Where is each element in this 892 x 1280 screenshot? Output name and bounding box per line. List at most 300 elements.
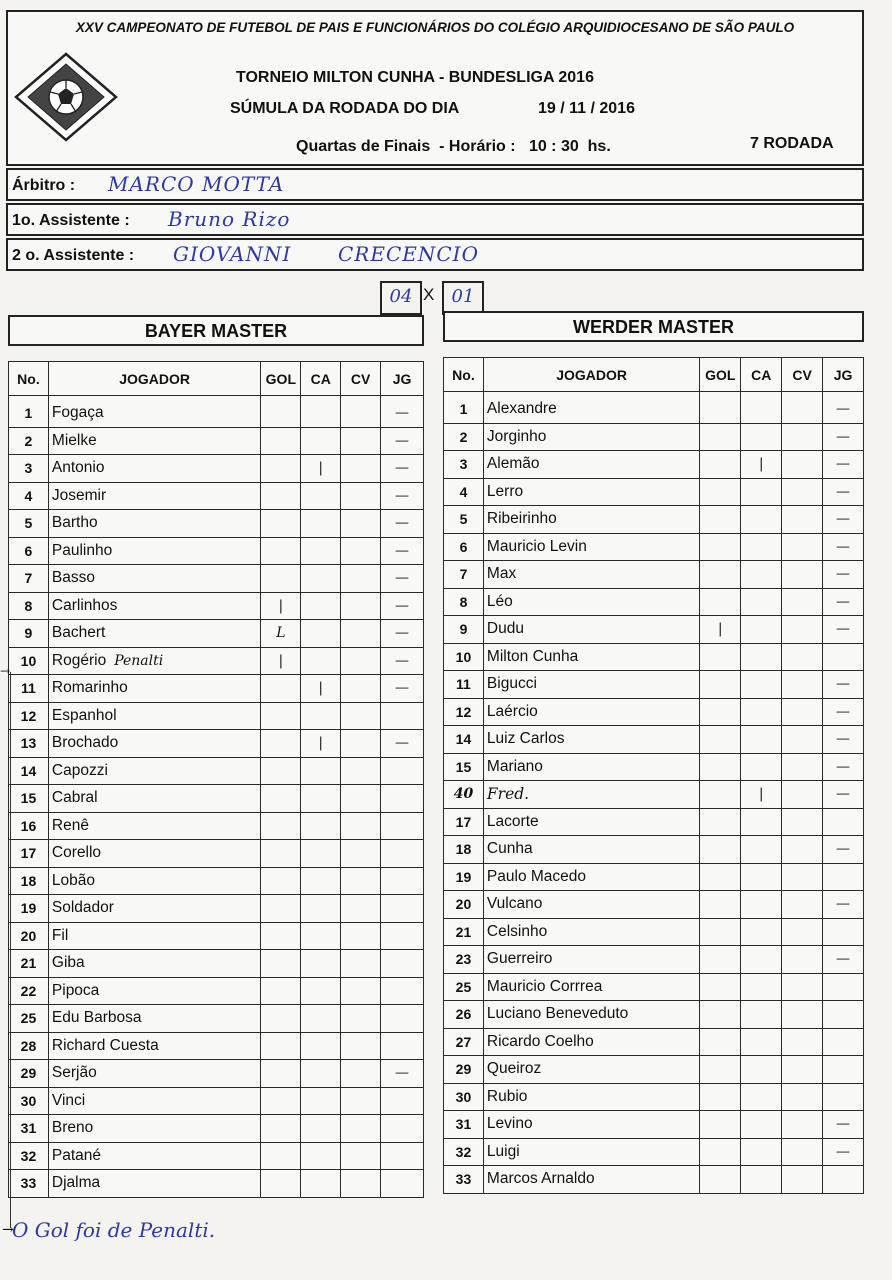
col-cv: CV — [782, 358, 823, 392]
player-number: 25 — [444, 973, 484, 1001]
red-card-mark — [782, 1138, 823, 1166]
player-name-cell — [48, 510, 260, 538]
player-number: 14 — [444, 726, 484, 754]
goal-mark — [700, 392, 741, 424]
round-label: 7 RODADA — [750, 135, 834, 152]
red-card-mark — [341, 1005, 381, 1033]
player-name-cell — [483, 588, 699, 616]
player-name-cell — [483, 533, 699, 561]
player-name-cell — [483, 891, 699, 919]
yellow-card-mark — [741, 533, 782, 561]
player-name-cell — [48, 812, 260, 840]
goal-mark — [261, 427, 301, 455]
player-row — [9, 977, 424, 1005]
player-row — [444, 918, 864, 946]
goal-mark — [261, 757, 301, 785]
player-name-cell — [48, 1060, 260, 1088]
player-number: 29 — [9, 1060, 49, 1088]
yellow-card-mark — [741, 1166, 782, 1194]
player-name: Bigucci — [486, 675, 537, 693]
goal-mark — [700, 836, 741, 864]
player-name-cell — [48, 482, 260, 510]
played-mark — [381, 785, 424, 813]
goal-mark — [700, 1001, 741, 1029]
player-row — [9, 647, 424, 675]
player-name: Luciano Beneveduto — [486, 1005, 629, 1023]
goal-mark: | — [261, 592, 301, 620]
player-name: Capozzi — [51, 761, 108, 779]
player-number: 19 — [444, 863, 484, 891]
goal-mark — [261, 510, 301, 538]
goal-mark — [700, 561, 741, 589]
played-mark: — — [381, 1060, 424, 1088]
played-mark: — — [823, 533, 864, 561]
player-name-cell — [48, 702, 260, 730]
played-mark — [381, 1087, 424, 1115]
player-row — [9, 757, 424, 785]
goal-mark — [261, 1115, 301, 1143]
goal-mark — [261, 455, 301, 483]
player-name: Serjão — [51, 1064, 97, 1082]
match-date: 19 / 11 / 2016 — [538, 100, 635, 117]
col-jg: JG — [381, 362, 424, 396]
goal-mark — [700, 946, 741, 974]
goal-mark — [700, 478, 741, 506]
player-row — [9, 455, 424, 483]
player-number: 18 — [9, 867, 49, 895]
played-mark: — — [823, 616, 864, 644]
player-number: 31 — [444, 1111, 484, 1139]
player-name: Alemão — [486, 455, 540, 473]
player-name-cell — [48, 1170, 260, 1198]
col-cv: CV — [341, 362, 381, 396]
yellow-card-mark — [301, 840, 341, 868]
player-number: 29 — [444, 1056, 484, 1084]
player-row — [444, 836, 864, 864]
player-name: Marcos Arnaldo — [486, 1170, 595, 1188]
red-card-mark — [782, 643, 823, 671]
player-row — [9, 565, 424, 593]
home-team-name: BAYER MASTER — [8, 315, 424, 346]
yellow-card-mark — [741, 753, 782, 781]
red-card-mark — [782, 533, 823, 561]
goal-mark — [700, 781, 741, 809]
player-name: Ribeirinho — [486, 510, 557, 528]
yellow-card-mark — [301, 812, 341, 840]
played-mark: — — [381, 565, 424, 593]
player-name-cell — [48, 455, 260, 483]
player-number: 17 — [9, 840, 49, 868]
red-card-mark — [341, 757, 381, 785]
red-card-mark — [341, 482, 381, 510]
played-mark — [823, 1166, 864, 1194]
goal-mark: L — [261, 620, 301, 648]
player-name-cell — [483, 863, 699, 891]
player-number: 28 — [9, 1032, 49, 1060]
player-number: 6 — [444, 533, 484, 561]
player-name: Luiz Carlos — [486, 730, 565, 748]
played-mark — [823, 1001, 864, 1029]
red-card-mark — [341, 950, 381, 978]
player-name-cell — [48, 895, 260, 923]
played-mark — [381, 867, 424, 895]
red-card-mark — [782, 891, 823, 919]
player-name-cell — [483, 451, 699, 479]
played-mark: — — [381, 510, 424, 538]
played-mark: — — [381, 730, 424, 758]
player-name-cell — [48, 840, 260, 868]
player-name: Lobão — [51, 871, 96, 889]
player-number: 5 — [444, 506, 484, 534]
player-name: Breno — [51, 1119, 94, 1137]
played-mark — [823, 973, 864, 1001]
player-number: 31 — [9, 1115, 49, 1143]
yellow-card-mark — [301, 977, 341, 1005]
player-name: Luigi — [486, 1142, 520, 1160]
yellow-card-mark — [301, 702, 341, 730]
player-name-cell — [483, 1028, 699, 1056]
goal-mark — [700, 1138, 741, 1166]
referee-name: MARCO MOTTA — [108, 172, 285, 196]
red-card-mark — [341, 396, 381, 428]
player-name-cell — [48, 1115, 260, 1143]
referee-label: Árbitro : — [12, 177, 76, 194]
home-roster-table — [8, 361, 424, 1198]
player-number: 15 — [444, 753, 484, 781]
red-card-mark — [341, 592, 381, 620]
player-row — [444, 726, 864, 754]
player-name-cell — [48, 977, 260, 1005]
player-name-cell — [483, 1056, 699, 1084]
red-card-mark — [782, 1001, 823, 1029]
player-row — [9, 510, 424, 538]
col-gol: GOL — [700, 358, 741, 392]
player-name-cell — [483, 478, 699, 506]
played-mark: — — [823, 423, 864, 451]
assistant2-surname: CRECENCIO — [338, 242, 479, 266]
yellow-card-mark — [301, 647, 341, 675]
player-number: 30 — [444, 1083, 484, 1111]
red-card-mark — [341, 565, 381, 593]
red-card-mark — [782, 863, 823, 891]
yellow-card-mark — [741, 643, 782, 671]
player-name: Brochado — [51, 734, 119, 752]
yellow-card-mark — [741, 836, 782, 864]
player-number: 18 — [444, 836, 484, 864]
played-mark: — — [823, 588, 864, 616]
played-mark: — — [381, 592, 424, 620]
player-row — [9, 867, 424, 895]
player-number: 8 — [444, 588, 484, 616]
goal-mark — [700, 863, 741, 891]
yellow-card-mark: | — [301, 730, 341, 758]
player-name: Pipoca — [51, 981, 100, 999]
yellow-card-mark — [301, 950, 341, 978]
red-card-mark — [782, 808, 823, 836]
goal-mark — [261, 922, 301, 950]
player-row — [9, 702, 424, 730]
player-row — [9, 1115, 424, 1143]
goal-mark — [261, 1170, 301, 1198]
red-card-mark — [341, 675, 381, 703]
goal-mark — [261, 867, 301, 895]
player-row — [444, 506, 864, 534]
player-name-cell — [483, 561, 699, 589]
played-mark — [381, 922, 424, 950]
red-card-mark — [341, 867, 381, 895]
player-note: Penalti — [114, 652, 164, 669]
yellow-card-mark — [301, 510, 341, 538]
goal-mark — [261, 950, 301, 978]
played-mark: — — [381, 537, 424, 565]
player-row — [9, 812, 424, 840]
played-mark: — — [823, 451, 864, 479]
player-name-cell — [48, 537, 260, 565]
goal-mark — [261, 785, 301, 813]
played-mark — [381, 950, 424, 978]
yellow-card-mark — [741, 588, 782, 616]
red-card-mark — [782, 726, 823, 754]
yellow-card-mark — [741, 506, 782, 534]
player-number: 11 — [444, 671, 484, 699]
assistant1-label: 1o. Assistente : — [12, 212, 130, 229]
player-number: 15 — [9, 785, 49, 813]
player-number: 40 — [444, 781, 484, 809]
yellow-card-mark — [301, 427, 341, 455]
goal-mark — [700, 1028, 741, 1056]
col-ca: CA — [741, 358, 782, 392]
red-card-mark — [341, 1087, 381, 1115]
played-mark — [823, 863, 864, 891]
played-mark — [381, 840, 424, 868]
assistant1-name: Bruno Rizo — [168, 207, 291, 231]
player-name-cell — [483, 726, 699, 754]
margin-arrow-bottom: → — [2, 1222, 14, 1238]
red-card-mark — [341, 895, 381, 923]
played-mark — [823, 643, 864, 671]
home-score: 04 — [380, 281, 422, 315]
player-row — [9, 1032, 424, 1060]
col-no: No. — [444, 358, 484, 392]
player-number: 7 — [9, 565, 49, 593]
col-no: No. — [9, 362, 49, 396]
player-name: Ricardo Coelho — [486, 1032, 594, 1050]
player-name: Fil — [51, 926, 69, 944]
player-number: 33 — [444, 1166, 484, 1194]
goal-mark: | — [700, 616, 741, 644]
player-row — [444, 1111, 864, 1139]
player-name-cell — [483, 946, 699, 974]
yellow-card-mark — [301, 565, 341, 593]
goal-mark — [700, 533, 741, 561]
played-mark — [381, 1005, 424, 1033]
player-name: Cunha — [486, 840, 533, 858]
player-number: 12 — [9, 702, 49, 730]
header-box — [6, 10, 864, 166]
yellow-card-mark — [301, 1087, 341, 1115]
player-row — [9, 537, 424, 565]
yellow-card-mark — [741, 1083, 782, 1111]
player-name: Bachert — [51, 624, 106, 642]
player-row — [444, 753, 864, 781]
player-name-cell — [483, 423, 699, 451]
player-row — [444, 698, 864, 726]
player-name-cell — [48, 950, 260, 978]
player-row — [444, 1138, 864, 1166]
player-number: 20 — [444, 891, 484, 919]
player-row — [9, 1170, 424, 1198]
player-number: 12 — [444, 698, 484, 726]
goal-mark — [261, 812, 301, 840]
assistant1-row — [6, 203, 864, 236]
player-row — [444, 781, 864, 809]
red-card-mark — [782, 616, 823, 644]
player-row — [444, 891, 864, 919]
played-mark — [381, 702, 424, 730]
col-player: JOGADOR — [483, 358, 699, 392]
home-header-row — [9, 362, 424, 396]
player-name-cell — [483, 506, 699, 534]
player-number: 23 — [444, 946, 484, 974]
played-mark: — — [823, 781, 864, 809]
goal-mark — [700, 973, 741, 1001]
player-row — [444, 1056, 864, 1084]
red-card-mark — [782, 781, 823, 809]
goal-mark — [700, 726, 741, 754]
goal-mark — [700, 671, 741, 699]
player-row — [9, 396, 424, 428]
yellow-card-mark — [301, 620, 341, 648]
played-mark — [381, 1142, 424, 1170]
col-gol: GOL — [261, 362, 301, 396]
player-name: Paulinho — [51, 541, 113, 559]
player-name-cell — [48, 1032, 260, 1060]
goal-mark — [261, 1032, 301, 1060]
margin-bracket-line — [10, 672, 11, 1228]
player-name-cell — [48, 1005, 260, 1033]
yellow-card-mark — [741, 698, 782, 726]
player-name: Giba — [51, 954, 85, 972]
player-name: Fred. — [486, 784, 530, 803]
yellow-card-mark — [741, 1028, 782, 1056]
away-score: 01 — [442, 281, 484, 315]
player-row — [9, 482, 424, 510]
played-mark — [823, 1056, 864, 1084]
player-name: Fogaça — [51, 404, 104, 422]
yellow-card-mark — [301, 1005, 341, 1033]
played-mark: — — [823, 891, 864, 919]
player-name-cell — [48, 922, 260, 950]
yellow-card-mark — [741, 616, 782, 644]
played-mark — [381, 812, 424, 840]
player-name: Soldador — [51, 899, 114, 917]
played-mark — [823, 918, 864, 946]
player-name: Patané — [51, 1146, 102, 1164]
played-mark: — — [823, 561, 864, 589]
goal-mark — [700, 1111, 741, 1139]
player-name-cell — [48, 675, 260, 703]
red-card-mark — [341, 1142, 381, 1170]
player-number: 3 — [444, 451, 484, 479]
player-name: Bartho — [51, 514, 98, 532]
goal-mark — [700, 891, 741, 919]
player-row — [9, 592, 424, 620]
col-ca: CA — [301, 362, 341, 396]
red-card-mark — [782, 451, 823, 479]
goal-mark — [261, 482, 301, 510]
player-name-cell — [483, 392, 699, 424]
player-row — [9, 895, 424, 923]
player-name: Espanhol — [51, 706, 117, 724]
red-card-mark — [341, 427, 381, 455]
player-number: 27 — [444, 1028, 484, 1056]
red-card-mark — [341, 977, 381, 1005]
score-separator: X — [423, 285, 435, 304]
player-number: 17 — [444, 808, 484, 836]
yellow-card-mark — [741, 392, 782, 424]
goal-mark — [700, 1056, 741, 1084]
red-card-mark — [782, 506, 823, 534]
player-number: 19 — [9, 895, 49, 923]
player-name-cell — [48, 757, 260, 785]
col-player: JOGADOR — [48, 362, 260, 396]
played-mark — [823, 1083, 864, 1111]
played-mark: — — [823, 946, 864, 974]
red-card-mark — [782, 973, 823, 1001]
played-mark: — — [381, 455, 424, 483]
col-jg: JG — [823, 358, 864, 392]
red-card-mark — [782, 671, 823, 699]
player-number: 9 — [9, 620, 49, 648]
red-card-mark — [782, 698, 823, 726]
player-name-cell — [483, 1083, 699, 1111]
player-row — [444, 451, 864, 479]
player-name: Paulo Macedo — [486, 867, 587, 885]
player-name: Celsinho — [486, 922, 548, 940]
yellow-card-mark — [301, 1115, 341, 1143]
player-name: Léo — [486, 592, 513, 610]
goal-mark: | — [261, 647, 301, 675]
goal-mark — [261, 977, 301, 1005]
yellow-card-mark: | — [301, 675, 341, 703]
goal-mark — [700, 698, 741, 726]
player-name: Rogério — [51, 651, 107, 669]
yellow-card-mark — [301, 785, 341, 813]
player-name-cell — [48, 785, 260, 813]
player-name: Lerro — [486, 482, 524, 500]
player-row — [9, 427, 424, 455]
player-number: 1 — [9, 396, 49, 428]
red-card-mark — [782, 1056, 823, 1084]
goal-mark — [700, 423, 741, 451]
player-row — [444, 392, 864, 424]
player-row — [444, 1001, 864, 1029]
margin-arrow-top: → — [0, 664, 11, 678]
player-name: Carlinhos — [51, 596, 118, 614]
player-name: Mariano — [486, 757, 543, 775]
goal-mark — [700, 808, 741, 836]
played-mark: — — [823, 698, 864, 726]
player-number: 3 — [9, 455, 49, 483]
player-row — [444, 643, 864, 671]
red-card-mark — [341, 620, 381, 648]
goal-mark — [261, 840, 301, 868]
player-row — [444, 588, 864, 616]
player-name-cell — [48, 867, 260, 895]
player-name: Rubio — [486, 1087, 528, 1105]
player-name-cell — [483, 836, 699, 864]
red-card-mark — [341, 702, 381, 730]
